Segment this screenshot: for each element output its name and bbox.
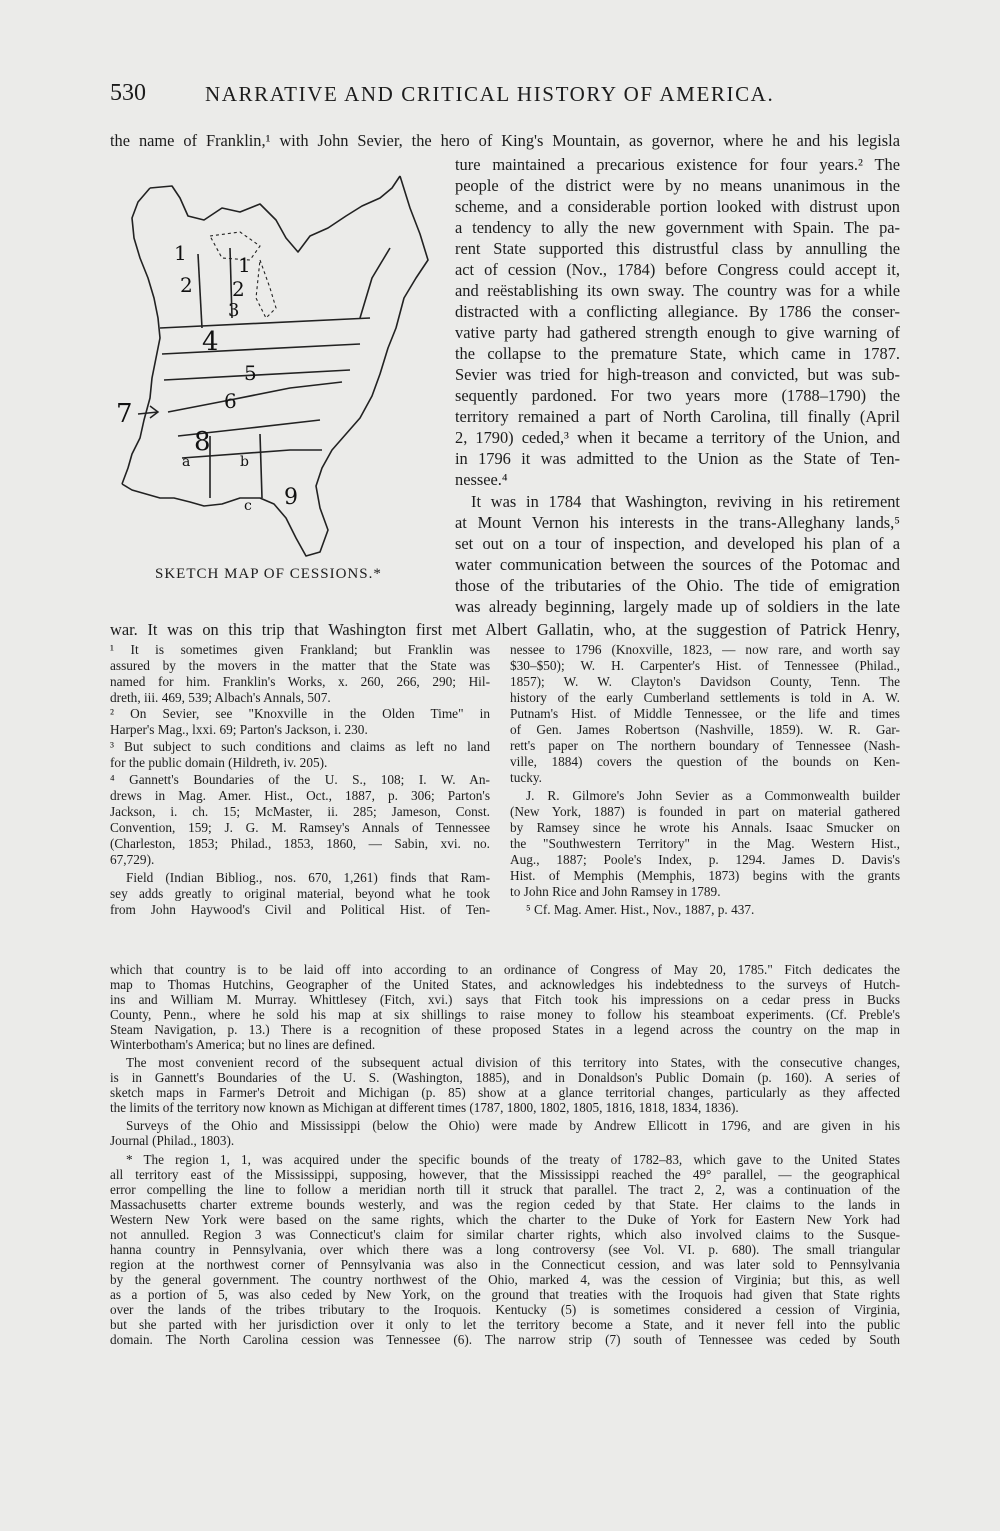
footnote-line: assured by the movers in the matter that the State was [110,658,490,673]
body-line: set out on a tour of inspection, and developed his plan of a [455,534,900,553]
note-line: map to Thomas Hutchins, Geographer of the United States, and acknowledges his indebtedness to the surveys of Hutch- [110,977,900,992]
footnote-line: ² On Sevier, see "Knoxville in the Olden Time" in [110,706,490,721]
body-line: in 1796 it was admitted to the Union as the State of Ten- [455,449,900,468]
note-line: as a portion of 5, was also ceded by New York, on the ground that treaties with the Iroquois had given that State rights [110,1287,900,1302]
footnote-line: Field (Indian Bibliog., nos. 670, 1,261) finds that Ram- [126,870,490,885]
footnote-line: Aug., 1887; Poole's Index, p. 1294. James D. Davis's [510,852,900,867]
footnote-line: ⁵ Cf. Mag. Amer. Hist., Nov., 1887, p. 437. [526,902,755,917]
footnote-line: drews in Mag. Amer. Hist., Oct., 1887, p. 306; Parton's [110,788,490,803]
map-region-label: b [240,454,249,470]
page-number: 530 [110,80,146,106]
body-line: people of the district were by no means unanimous in the [455,176,900,195]
body-line: ture maintained a precarious existence for four years.² The [455,155,900,174]
note-line: but she parted with her jurisdiction over it only to let the territory become a State, and it never fell into the public [110,1317,900,1332]
note-line: Steam Navigation, p. 13.) There is a recognition of these proposed States in a legend across the country on the map in [110,1022,900,1037]
footnote-line: rett's paper on The northern boundary of Tennessee (Nash- [510,738,900,753]
body-line: Sevier was tried for high-treason and convicted, but was sub- [455,365,900,384]
note-line: hanna country in Pennsylvania, over which there was a long controversy (see Vol. VI. p. 680). The small triangular [110,1242,900,1257]
map-region-label: 1 [174,241,187,265]
footnote-line: ville, 1884) covers the question of the bounds on Ken- [510,754,900,769]
map-region-label: 7 [116,399,133,429]
footnote-line: for the public domain (Hildreth, iv. 205). [110,755,328,770]
state-line [360,248,390,318]
note-line: sketch maps in Farmer's Detroit and Michigan (p. 85) show at a glance territorial changes, particularly as they affected [110,1085,900,1100]
state-line [168,382,342,412]
body-line: act of cession (Nov., 1784) before Congress could accept it, [455,260,900,279]
footnote-line: Harper's Mag., lxxi. 69; Parton's Jackson, i. 230. [110,722,368,737]
note-line: over the lands of the tribes tributary to the Iroquois. Kentucky (5) is sometimes considered a cession of Virginia, [110,1302,900,1317]
body-line: and reëstablishing its own sway. The country was for a while [455,281,900,300]
body-line: It was in 1784 that Washington, reviving in his retirement [471,492,900,511]
body-line: nessee.⁴ [455,470,508,489]
footnote-line: $30–$50); W. H. Carpenter's Hist. of Tennessee (Philad., [510,658,900,673]
body-line: vative party had gathered strength enough to give warning of [455,323,900,342]
body-line: distracted with a conflicting allegiance. By 1786 the conser- [455,302,900,321]
body-line: water communication between the sources of the Potomac and [455,555,900,574]
body-line: those of the tributaries of the Ohio. The tide of emigration [455,576,900,595]
body-lead-line: the name of Franklin,¹ with John Sevier, the hero of King's Mountain, as governor, where he and his legisla [110,131,900,150]
note-line: region at the northwest corner of Pennsylvania was also in the Connecticut cession, and was later sold to Pennsylvania [110,1257,900,1272]
running-head [110,80,900,110]
note-line: County, Penn., where he sold his map at six shillings to raise money to follow his steamboat experiments. (Cf. Preble's [110,1007,900,1022]
footnote-line: nessee to 1796 (Knoxville, 1823, — now rare, and worth say [510,642,900,657]
note-line: Journal (Philad., 1803). [110,1133,235,1148]
footnote-line: Putnam's Hist. of Middle Tennessee, or the life and times [510,706,900,721]
body-line: 2, 1790) ceded,³ when it became a territory of the Union, and [455,428,900,447]
note-line: is in Gannett's Boundaries of the U. S. (Washington, 1885), and in Donaldson's Public Domain (p. 160). A series of [110,1070,900,1085]
map-region-label: a [182,454,191,470]
body-closing-line: war. It was on this trip that Washington first met Albert Gallatin, who, at the suggestion of Patrick Henry, [110,620,900,639]
note-line: Massachusetts charter extreme bounds westerly, and was the region ceded by that State. Her claims to the lands in [110,1197,900,1212]
map-region-label: 5 [244,361,257,385]
running-title: NARRATIVE AND CRITICAL HISTORY OF AMERICA. [205,82,775,106]
footnote-line: (Charleston, 1853; Philad., 1853, 1860, — Sabin, xvi. no. [110,836,490,851]
footnote-line: to John Rice and John Ramsey in 1789. [510,884,721,899]
footnote-line: of Gen. James Robertson (Nashville, 1859). W. R. Gar- [510,722,900,737]
note-line: which that country is to be laid off into according to an ordinance of Congress of May 20, 1785." Fitch dedicates the [110,962,900,977]
footnote-line: ³ But subject to such conditions and claims as left no land [110,739,490,754]
body-line: scheme, and a considerable portion looked with distrust upon [455,197,900,216]
footnote-line: tucky. [510,770,543,785]
note-line: Western New York were based on the same rights, which the charter to the Duke of York for Eastern New York had [110,1212,900,1227]
note-line: by the general government. The country northwest of the Ohio, marked 4, was the cession of Virginia; but this, as well [110,1272,900,1287]
map-region-label: 3 [228,300,240,321]
body-line: sequently pardoned. For two years more (1788–1790) the [455,386,900,405]
body-line: at Mount Vernon his interests in the trans-Alleghany lands,⁵ [455,513,900,532]
state-line [164,370,350,380]
footnote-line: Jackson, i. ch. 15; McMaster, ii. 285; Jameson, Const. [110,804,490,819]
note-line: Surveys of the Ohio and Mississippi (below the Ohio) were made by Andrew Ellicott in 1796, and are given in his [126,1118,900,1133]
body-line: a tendency to ally the new government with Spain. The pa- [455,218,900,237]
map-region-label: 8 [194,427,211,457]
note-line: The most convenient record of the subsequent actual division of this territory into States, with the consecutive changes, [126,1055,900,1070]
map-region-label: 4 [202,327,219,357]
note-line: the limits of the territory now known as Michigan at different times (1787, 1800, 1802, 1805, 1816, 1818, 1834, 1836). [110,1100,739,1115]
note-line: Winterbotham's America; but no lines are defined. [110,1037,376,1052]
sketch-map-of-cessions [110,168,440,588]
lake-outline [210,232,260,260]
note-line: * The region 1, 1, was acquired under the specific bounds of the treaty of 1782–83, which gave to the United States [126,1152,900,1167]
note-line: not annulled. Region 3 was Connecticut's claim for similar charter rights, which also involved claims to the Susque- [110,1227,900,1242]
map-region-label: 1 [238,253,251,277]
map-region-label: 2 [180,273,193,297]
body-line: was already beginning, largely made up of soldiers in the late [455,597,900,616]
body-line: territory remained a part of North Carolina, till finally (April [455,407,900,426]
map-outline [122,176,428,556]
map-caption: SKETCH MAP OF CESSIONS.* [155,566,382,582]
state-line [162,344,360,354]
note-line: error compelling the line to follow a meridian north till it struck that parallel. The tract 2, 2, was a continuation of the [110,1182,900,1197]
footnote-line: from John Haywood's Civil and Political Hist. of Ten- [110,902,490,917]
map-region-label: c [244,498,252,514]
map-region-label: 9 [284,485,298,510]
note-line: ins and William M. Murray. Whittlesey (Fitch, xvi.) says that Fitch took his impressions on a cedar press in Bucks [110,992,900,1007]
body-line: the collapse to the premature State, which came in 1787. [455,344,900,363]
map-region-label: 2 [232,277,245,301]
footnote-line: history of the early Cumberland settlements is told in A. W. [510,690,900,705]
footnote-line: by Ramsey since he wrote his Annals. Isaac Smucker on [510,820,900,835]
lake-outline [256,260,276,318]
footnote-line: the "Southwestern Territory" in the Mag. Western Hist., [510,836,900,851]
state-line [260,434,262,498]
footnote-line: ⁴ Gannett's Boundaries of the U. S., 108; I. W. An- [110,772,490,787]
footnote-line: ¹ It is sometimes given Frankland; but Franklin was [110,642,490,657]
state-line [160,318,370,328]
footnote-line: sey adds greatly to original material, beyond what he took [110,886,490,901]
note-line: domain. The North Carolina cession was Tennessee (6). The narrow strip (7) south of Tennessee was ceded by South [110,1332,900,1347]
footnote-line: (New York, 1887) is founded in part on material gathered [510,804,900,819]
footnote-line: named for him. Franklin's Works, x. 260, 266, 290; Hil- [110,674,490,689]
footnote-line: 67,729). [110,852,155,867]
footnote-line: Convention, 159; J. G. M. Ramsey's Annals of Tennessee [110,820,490,835]
note-line: all territory east of the Mississippi, supposing, however, that the Mississippi reached the 49° parallel, — the geographical [110,1167,900,1182]
footnote-line: J. R. Gilmore's John Sevier as a Commonwealth builder [526,788,900,803]
state-line [198,254,202,328]
footnote-line: dreth, iii. 469, 539; Albach's Annals, 507. [110,690,331,705]
body-line: rent State supported this distrustful class by annulling the [455,239,900,258]
footnote-line: 1857); W. W. Clayton's Davidson County, Tenn. The [510,674,900,689]
footnote-line: Hist. of Memphis (Memphis, 1873) begins with the grants [510,868,900,883]
map-region-label: 6 [224,389,237,413]
